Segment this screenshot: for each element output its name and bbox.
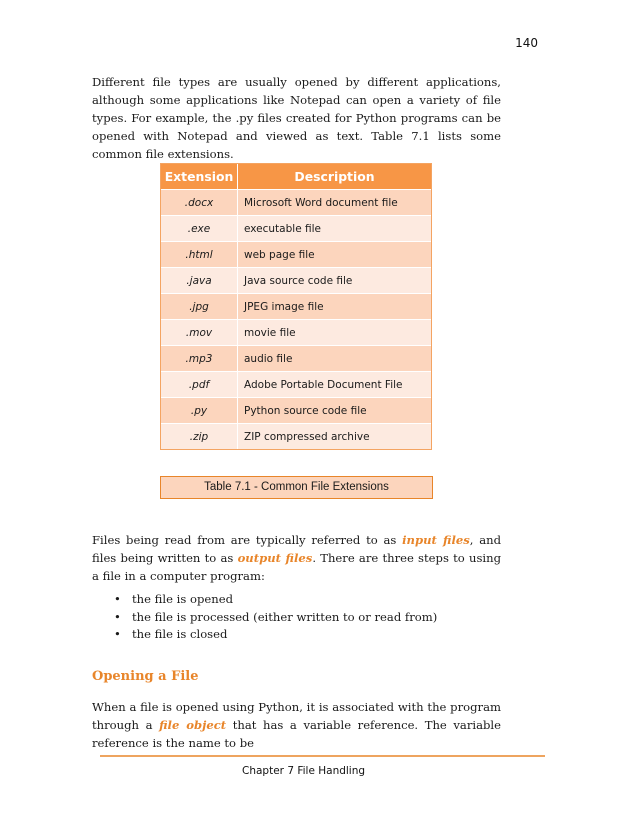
table-row	[161, 242, 431, 268]
intro-paragraph: Different file types are usually opened by different applications, although some applications like Notepad can open a variety of file types. For example, the .py files created for Python programs can be opened with Notepad and viewed as text. Table 7.1 lists some common file extensions.	[92, 75, 501, 161]
opening-paragraph	[92, 698, 501, 752]
opening-text-1: When a file is opened using Python, it is associated with the program through a	[92, 700, 501, 732]
list-item: • the file is opened	[112, 591, 437, 609]
table-caption: Table 7.1 - Common File Extensions	[160, 476, 433, 499]
extension-cell: .pdf	[161, 372, 238, 398]
footer-rule	[100, 755, 545, 757]
extension-cell: .mov	[161, 320, 238, 346]
description-cell: audio file	[238, 346, 432, 372]
table-row	[161, 398, 431, 424]
extension-cell: .py	[161, 398, 238, 424]
header-description: Description	[238, 164, 432, 190]
table-row	[161, 294, 431, 320]
table-row	[161, 268, 431, 294]
extension-cell: .zip	[161, 424, 238, 450]
files-text-1: Files being read from are typically referred to as	[92, 533, 403, 547]
description-cell: JPEG image file	[238, 294, 432, 320]
files-text-2: , and files being written to as	[92, 533, 502, 565]
description-cell: movie file	[238, 320, 432, 346]
files-text-3: . There are three steps to using a file in a computer program:	[92, 551, 501, 583]
page-number: 140	[515, 36, 538, 50]
table-row	[161, 424, 431, 450]
description-cell: Python source code file	[238, 398, 432, 424]
file-extensions-table	[160, 163, 432, 450]
description-cell: Java source code file	[238, 268, 432, 294]
extension-cell: .java	[161, 268, 238, 294]
description-cell: ZIP compressed archive	[238, 424, 432, 450]
table-header-row	[161, 164, 431, 190]
extension-cell: .html	[161, 242, 238, 268]
table-row	[161, 372, 431, 398]
table-row	[161, 346, 431, 372]
description-cell: web page file	[238, 242, 432, 268]
table-row	[161, 190, 431, 216]
list-item: • the file is processed (either written to or read from)	[112, 609, 437, 627]
extension-cell: .jpg	[161, 294, 238, 320]
extension-cell: .docx	[161, 190, 238, 216]
section-heading: Opening a File	[92, 669, 199, 684]
extension-cell: .mp3	[161, 346, 238, 372]
files-paragraph	[92, 531, 501, 585]
term-file-object: file object	[159, 718, 227, 732]
header-extension: Extension	[161, 164, 238, 190]
table-row	[161, 216, 431, 242]
extension-cell: .exe	[161, 216, 238, 242]
list-item: • the file is closed	[112, 626, 437, 644]
description-cell: Adobe Portable Document File	[238, 372, 432, 398]
description-cell: executable file	[238, 216, 432, 242]
term-output-files: output files	[237, 551, 313, 565]
footer-chapter-title: Chapter 7 File Handling	[242, 765, 366, 777]
term-input-files: input files	[402, 533, 470, 547]
description-cell: Microsoft Word document file	[238, 190, 432, 216]
opening-text-2: that has a variable reference. The variable reference is the name to be	[92, 718, 501, 750]
table-row	[161, 320, 431, 346]
file-steps-list	[112, 591, 437, 644]
